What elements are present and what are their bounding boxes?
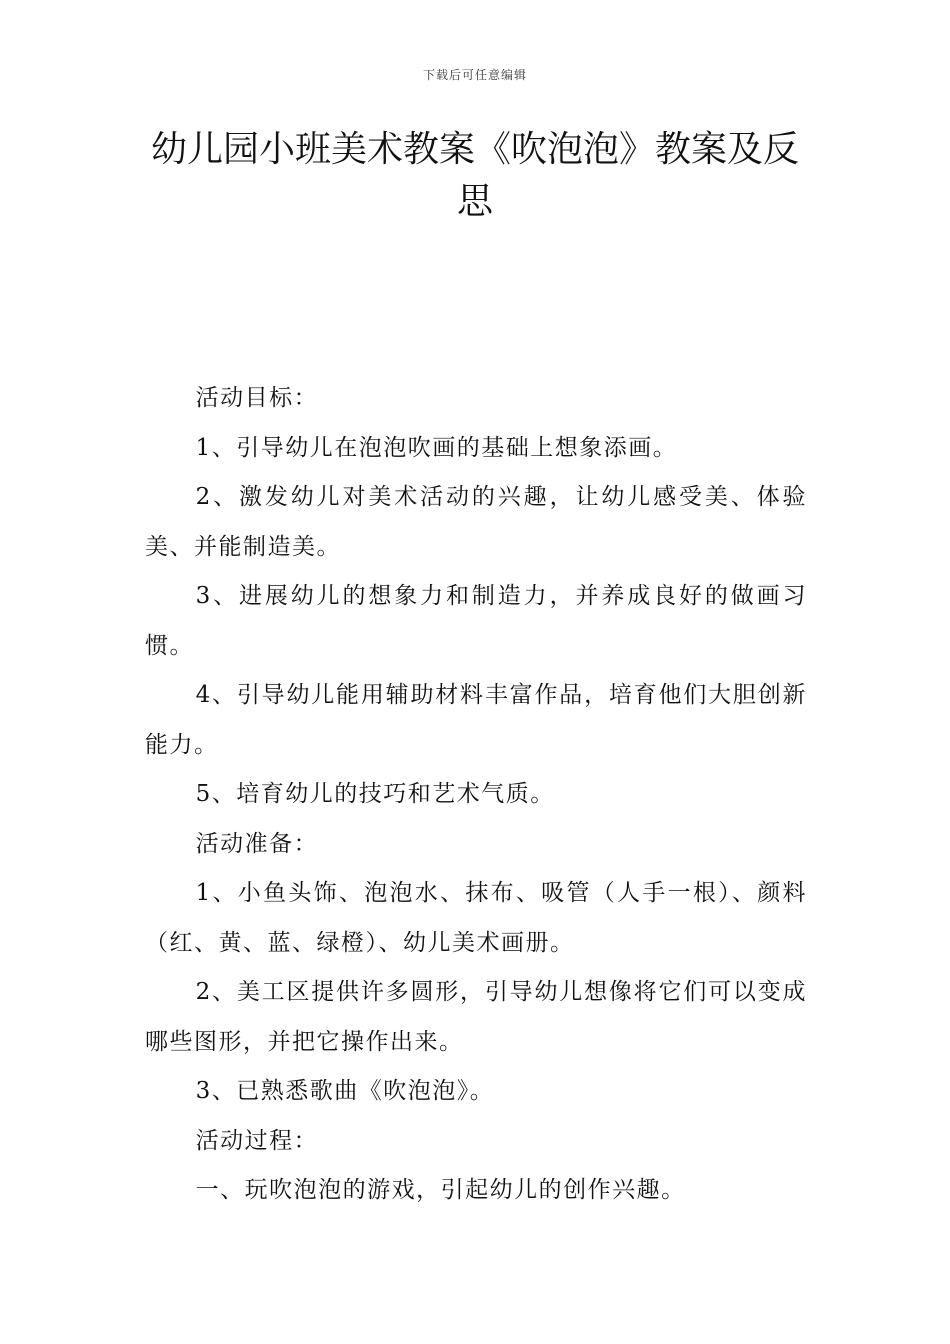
section-heading-process: 活动过程： [195,1127,319,1154]
paragraph: 3、进展幼儿的想象力和制造力，并养成良好的做画习惯。 [145,583,807,659]
paragraph: 2、激发幼儿对美术活动的兴趣，让幼儿感受美、体验美、并能制造美。 [145,484,807,560]
paragraph: 3、已熟悉歌曲《吹泡泡》。 [195,1078,495,1104]
paragraph: 1、引导幼儿在泡泡吹画的基础上想象添画。 [195,434,678,461]
document-title: 幼儿园小班美术教案《吹泡泡》教案及反思 [150,129,799,222]
section-heading-preparation: 活动准备： [195,830,319,857]
paragraph: 一、玩吹泡泡的游戏，引起幼儿的创作兴趣。 [195,1177,686,1203]
section-heading-goals: 活动目标： [195,385,319,411]
paragraph: 5、培育幼儿的技巧和艺术气质。 [195,781,555,807]
paragraph: 4、引导幼儿能用辅助材料丰富作品，培育他们大胆创新能力。 [145,682,807,758]
header-note: 下载后可任意编辑 [422,68,527,82]
paragraph: 1、小鱼头饰、泡泡水、抹布、吸管（人手一根）、颜料（红、黄、蓝、绿橙）、幼儿美术画册。 [145,880,807,956]
paragraph: 2、美工区提供许多圆形，引导幼儿想像将它们可以变成哪些图形，并把它操作出来。 [145,979,807,1055]
document-body [145,374,807,1216]
